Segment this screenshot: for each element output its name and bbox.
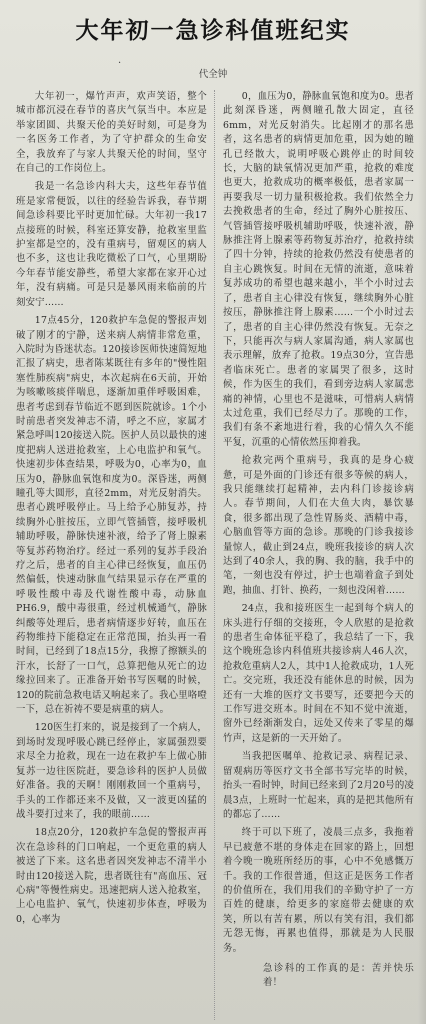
title-dot: · <box>118 58 122 69</box>
paragraph: 24点，我和接班医生一起到每个病人的床头进行仔细的交接班，令人欣慰的是抢救的患者生命体征平稳了，我总结了一下，我这个晚班急诊内科值班共接诊病人46人次，抢救危重病人2人，其中1人抢救成功，1人死亡。交完班，我还没有能休息的时候，因为还有一大堆的医疗文书要写，还要把今天的工作写进交班本。时间在不知不觉中流逝，窗外已经渐渐发白，远处又传来了零星的爆竹声，这是新的一天开始了。 <box>223 603 414 744</box>
page-edge-shadow <box>418 0 426 1024</box>
paragraph: 我是一名急诊内科大夫，这些年春节值班是家常便饭，以往的经验告诉我，春节期间急诊科要比平时更加忙碌。大年初一我17点接班的时候，科室还算安静，抢救室里监护室都是空的，没有重病号，留观区的病人也不多，这也让我吃微松了口气，心里期盼今年春节能安静些，希望大家都在家开心过年，没有病痛。可是只是暴风雨来临前的片刻安宁…… <box>16 181 207 308</box>
paragraph: 0，血压为0，静脉血氧饱和度为0。患者此刻深昏迷，两侧瞳孔散大固定，直径6mm，对光反射消失。比起刚才的那名患者，这名患者的病情更加危重，因为她的瞳孔已经散大，说明呼吸心跳停止的时间较长，大脑的缺氧情况更加严重，抢救的难度也更大，抢救成功的概率极低，患者家属一再要我尽一切力量积极抢救。我们依然全力去挽救患者的生命，经过了胸外心脏按压、气管插管接呼吸机辅助呼吸，快速补液，静脉推注肾上腺素等药物复苏治疗，抢救持续了四十分钟，持续的抢救仍然没有使患者的自主心跳恢复。时间在无情的流逝，意味着复苏成功的希望也越来越小，半个小时过去了，患者自主心律没有恢复，继续胸外心脏按压，静脉推注肾上腺素……一个小时过去了，患者的自主心律仍然没有恢复。无奈之下，只能再次与病人家属沟通，病人家属也表示理解，放弃了抢救。19点30分，宣告患者临床死亡。患者的家属哭了很多，这时候，作为医生的我们，看到旁边病人家属悲痛的神情，心里也不是滋味，可惜病人病情太过危重，我们已经尽力了。那晚的工作，我们有条不紊地进行着，我的心情久久不能平复，沉重的心情依然压抑着我。 <box>223 91 414 448</box>
paragraph: 大年初一，爆竹声声，欢声笑语，整个城市都沉浸在春节的喜庆气氛当中。本应是举家团圆、共聚天伦的美好时刻，可是身为一名医务工作者，为了守护群众的生命安全，我放弃了与家人共聚天伦的时间，坚守在自己的工作岗位上。 <box>16 91 207 175</box>
paragraph: 120医生打来的，说是接到了一个病人，到场时发现呼吸心跳已经停止，家属强烈要求尽全力抢救，现在一边在救护车上做心肺复苏一边往医院赶，要急诊科的医护人员做好准备。我的天啊！刚刚救回一个重病号，手头的工作都还来不及做，又一波更凶猛的战斗要打过来了，我的眼前…… <box>16 722 207 820</box>
paragraph: 抢救完两个重病号，我真的是身心疲惫，可是外面的门诊还有很多等候的病人，我只能继续打起精神，去内科门诊接诊病人。春节期间，人们在大鱼大肉，暴饮暴食，很多都出现了急性胃肠炎、酒精中毒，心脑血管等方面的急诊。那晚的门诊我接诊量惊人，截止到24点，晚班我接诊的病人次达到了40余人，我的胸、我的脑，我手中的笔，一刻也没有停过，护士也端着盒子到处跑，抽血、打针、换药，一刻也没闲着…… <box>223 455 414 596</box>
paragraph: 17点45分，120救护车急促的警报声划破了刚才的宁静，送来病人病情非常危重，入院时为昏迷状态。120接诊医师快速简短地汇报了病史，患者陈某既往有多年的"慢性阻塞性肺疾病"病史，本次起病在6天前，开始为咳嗽咳痰伴喘息，逐渐加重伴呼吸困难，患者考虑到春节临近不愿到医院就诊。1个小时前患者突发神志不清，呼之不应，家属才紧急呼叫120接送入院。医护人员以最快的速度把病人送进抢救室，上心电监护和氧气。快速初步体查结果，呼吸为0，心率为0，血压为0，静脉血氧饱和度为0。深昏迷，两侧瞳孔等大圆形，直径2mm，对光反射消失。患者心跳呼吸停止。马上给予心肺复苏，持续胸外心脏按压，立即气管插管，接呼吸机辅助呼吸，静脉快速补液，给予了肾上腺素等复苏药物治疗。经过一系列的复苏手段治疗之后，患者的自主心律已经恢复，血压仍然偏低，快速动脉血气结果显示存在严重的呼吸性酸中毒及代谢性酸中毒，动脉血PH6.9，酸中毒很重，经过机械通气，静脉纠酸等处理后，患者病情逐步好转，血压在药物维持下能稳定在正常范围，抬头再一看时间，已经到了18点15分，我擦了擦额头的汗水，长舒了一口气，总算把他从死亡的边缘拉回来了。正准备开始书写医嘱的时候，120的院前急救电话又响起来了。我心里咯噔一下，总在祈祷不要是病重的病人。 <box>16 315 207 716</box>
closing-line: 急诊科的工作真的是：苦并快乐着！ <box>263 962 414 989</box>
article-title: 大年初一急诊科值班纪实 <box>75 17 351 44</box>
column-divider <box>214 90 215 1020</box>
paragraph: 18点20分，120救护车急促的警报声再次在急诊科的门口响起，一个更危重的病人被送了下来。这名患者因突发神志不清半小时由120接送入院，患者既往有"高血压、冠心病"等慢性病史。迅速把病人送入抢救室，上心电监护、氧气，快速初步体查，呼吸为0，心率为 <box>16 827 207 925</box>
right-column <box>223 90 414 1020</box>
paragraph: 当我把医嘱单、抢救记录、病程记录、留观病历等医疗文书全部书写完毕的时候，抬头一看时钟，时间已经来到了2月20号的凌晨3点，上班时一忙起来，真的是把其他所有的都忘了…… <box>223 751 414 820</box>
left-column <box>16 90 207 1020</box>
paragraph: 终于可以下班了，凌晨三点多，我拖着早已疲惫不堪的身体走在回家的路上，回想着今晚一晚班所经历的事，心中不免感慨万千。我的工作很普通，但这正是医务工作者的价值所在，我们用我们的辛勤守护了一方百姓的健康，给更多的家庭带去健康的欢笑，所以有苦有累，所以有笑有泪，我们都无怨无悔，再累也值得，那就是为人民服务。 <box>223 827 414 954</box>
author-byline: 代全钟 <box>198 69 228 80</box>
